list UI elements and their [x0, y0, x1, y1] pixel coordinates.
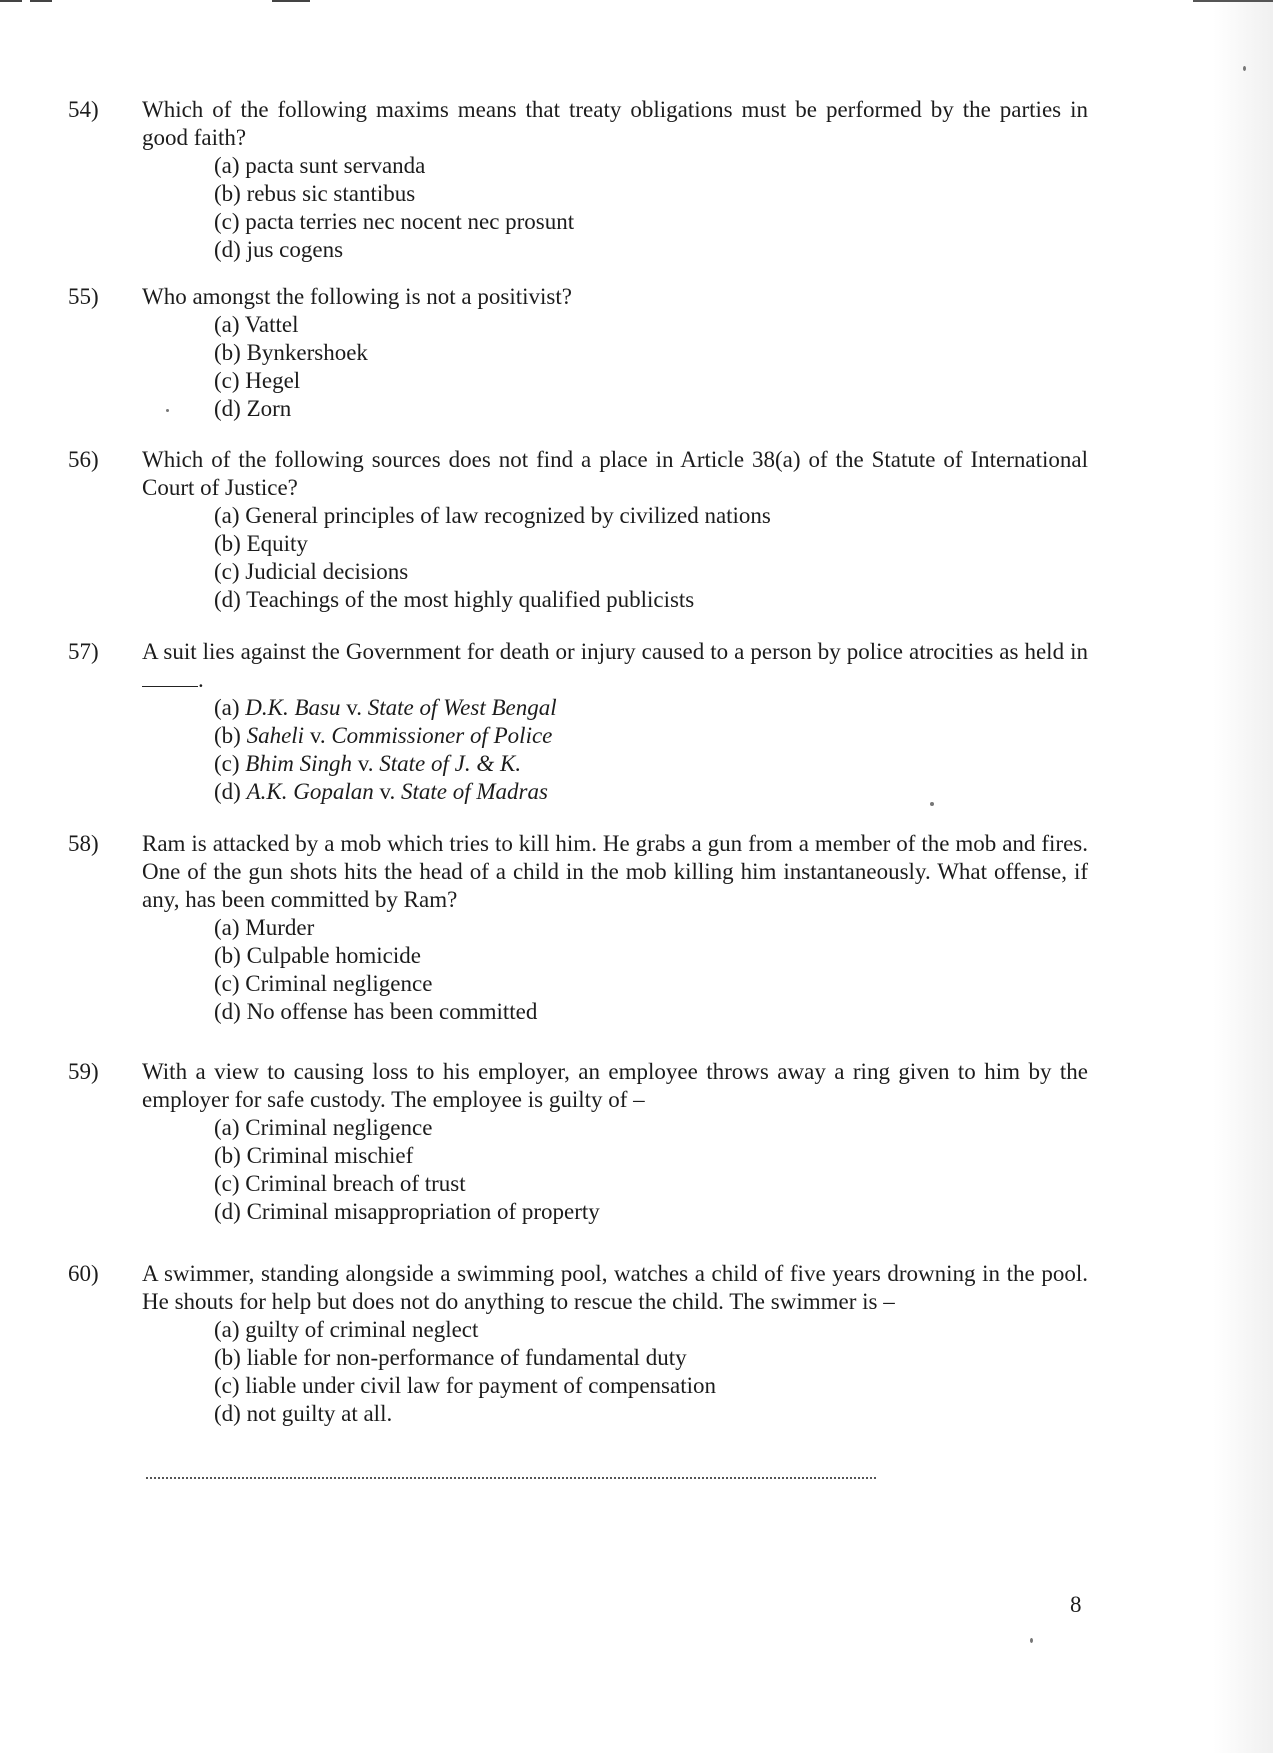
option-c: (c) Judicial decisions [214, 559, 409, 584]
question-text: Which of the following sources does not find a place in Article 38(a) of the Statute of International Court of Justice? [142, 447, 1088, 500]
question-text: Who amongst the following is not a positivist? [142, 284, 572, 309]
scan-speck [930, 802, 934, 806]
option-c: (c) liable under civil law for payment of compensation [214, 1373, 716, 1398]
option-c: (c) Hegel [214, 368, 301, 393]
option-d: (d) Criminal misappropriation of property [214, 1199, 600, 1224]
case-party-2: State of J. & K. [379, 751, 522, 776]
question-58 [68, 830, 1088, 1026]
question-text: Ram is attacked by a mob which tries to kill him. He grabs a gun from a member of the mob and fires. One of the gun shots hits the head of a child in the mob killing him instantaneously. What offense, if any, has been committed by Ram? [142, 831, 1088, 912]
option-b: (b) Culpable homicide [214, 943, 421, 968]
option-label: (b) [214, 723, 241, 748]
option-d: (d) jus cogens [214, 237, 344, 262]
question-text: With a view to causing loss to his employer, an employee throws away a ring given to him by the employer for safe custody. The employee is guilty of – [142, 1059, 1088, 1112]
option-a: (a) Vattel [214, 312, 299, 337]
scan-edge-line [1193, 0, 1273, 2]
option-label: (c) [214, 751, 240, 776]
option-c: (c) Criminal breach of trust [214, 1171, 466, 1196]
question-60 [68, 1260, 1088, 1428]
option-a: (a) pacta sunt servanda [214, 153, 426, 178]
question-57 [68, 638, 1088, 806]
scan-speck [1030, 1638, 1033, 1643]
question-number: 57) [68, 639, 99, 664]
option-list [214, 694, 1088, 806]
option-c: (c) pacta terries nec nocent nec prosunt [214, 209, 575, 234]
case-party-1: D.K. Basu [245, 695, 341, 720]
option-d: (d) No offense has been committed [214, 999, 538, 1024]
question-text-before-blank: A suit lies against the Government for death or injury caused to a person by police atrocities as held in [142, 639, 1088, 664]
case-versus: v. [346, 695, 362, 720]
question-text-after-blank: . [198, 667, 204, 692]
case-party-2: State of West Bengal [367, 695, 557, 720]
option-a: (a) General principles of law recognized by civilized nations [214, 503, 771, 528]
option-label: (a) [214, 695, 240, 720]
question-number: 54) [68, 97, 99, 122]
scan-mark-top-center [272, 0, 310, 2]
option-d: (d) Teachings of the most highly qualified publicists [214, 587, 695, 612]
scan-speck [1243, 66, 1246, 71]
case-party-2: Commissioner of Police [331, 723, 553, 748]
question-54 [68, 96, 1088, 264]
question-text: Which of the following maxims means that treaty obligations must be performed by the parties in good faith? [142, 97, 1088, 150]
page-number: 8 [1070, 1592, 1082, 1617]
option-d: (d) not guilty at all. [214, 1401, 393, 1426]
option-list [214, 502, 1088, 614]
scan-mark-top-left [0, 0, 22, 2]
case-party-1: Bhim Singh [245, 751, 352, 776]
case-versus: v. [357, 751, 374, 776]
case-party-1: A.K. Gopalan [246, 779, 374, 804]
option-b: (b) rebus sic stantibus [214, 181, 416, 206]
question-number: 59) [68, 1059, 99, 1084]
answer-blank [142, 668, 198, 687]
option-label: (d) [214, 779, 241, 804]
option-b [214, 722, 1088, 750]
option-d [214, 778, 1088, 806]
question-number: 56) [68, 447, 99, 472]
question-text [142, 638, 1088, 694]
case-versus: v. [309, 723, 326, 748]
scan-speck [166, 409, 169, 412]
case-party-1: Saheli [246, 723, 305, 748]
scan-mark-top-left-2 [30, 0, 52, 2]
option-list [214, 1316, 1088, 1428]
option-b: (b) Bynkershoek [214, 340, 368, 365]
option-list [214, 311, 1088, 423]
question-55 [68, 283, 1088, 423]
question-56 [68, 446, 1088, 614]
scan-edge-shade [1213, 0, 1273, 1753]
case-versus: v. [379, 779, 396, 804]
question-number: 58) [68, 831, 99, 856]
option-b: (b) Criminal mischief [214, 1143, 414, 1168]
case-party-2: State of Madras [400, 779, 548, 804]
dotted-separator [146, 1477, 876, 1479]
option-a: (a) Murder [214, 915, 315, 940]
question-number: 55) [68, 284, 99, 309]
option-b: (b) liable for non-performance of fundamental duty [214, 1345, 687, 1370]
option-a [214, 694, 1088, 722]
option-a: (a) guilty of criminal neglect [214, 1317, 479, 1342]
option-b: (b) Equity [214, 531, 308, 556]
option-list [214, 914, 1088, 1026]
option-list [214, 1114, 1088, 1226]
question-text: A swimmer, standing alongside a swimming pool, watches a child of five years drowning in the pool. He shouts for help but does not do anything to rescue the child. The swimmer is – [142, 1261, 1088, 1314]
option-a: (a) Criminal negligence [214, 1115, 433, 1140]
option-c [214, 750, 1088, 778]
option-list [214, 152, 1088, 264]
option-d: (d) Zorn [214, 396, 292, 421]
option-c: (c) Criminal negligence [214, 971, 433, 996]
question-number: 60) [68, 1261, 99, 1286]
question-59 [68, 1058, 1088, 1226]
